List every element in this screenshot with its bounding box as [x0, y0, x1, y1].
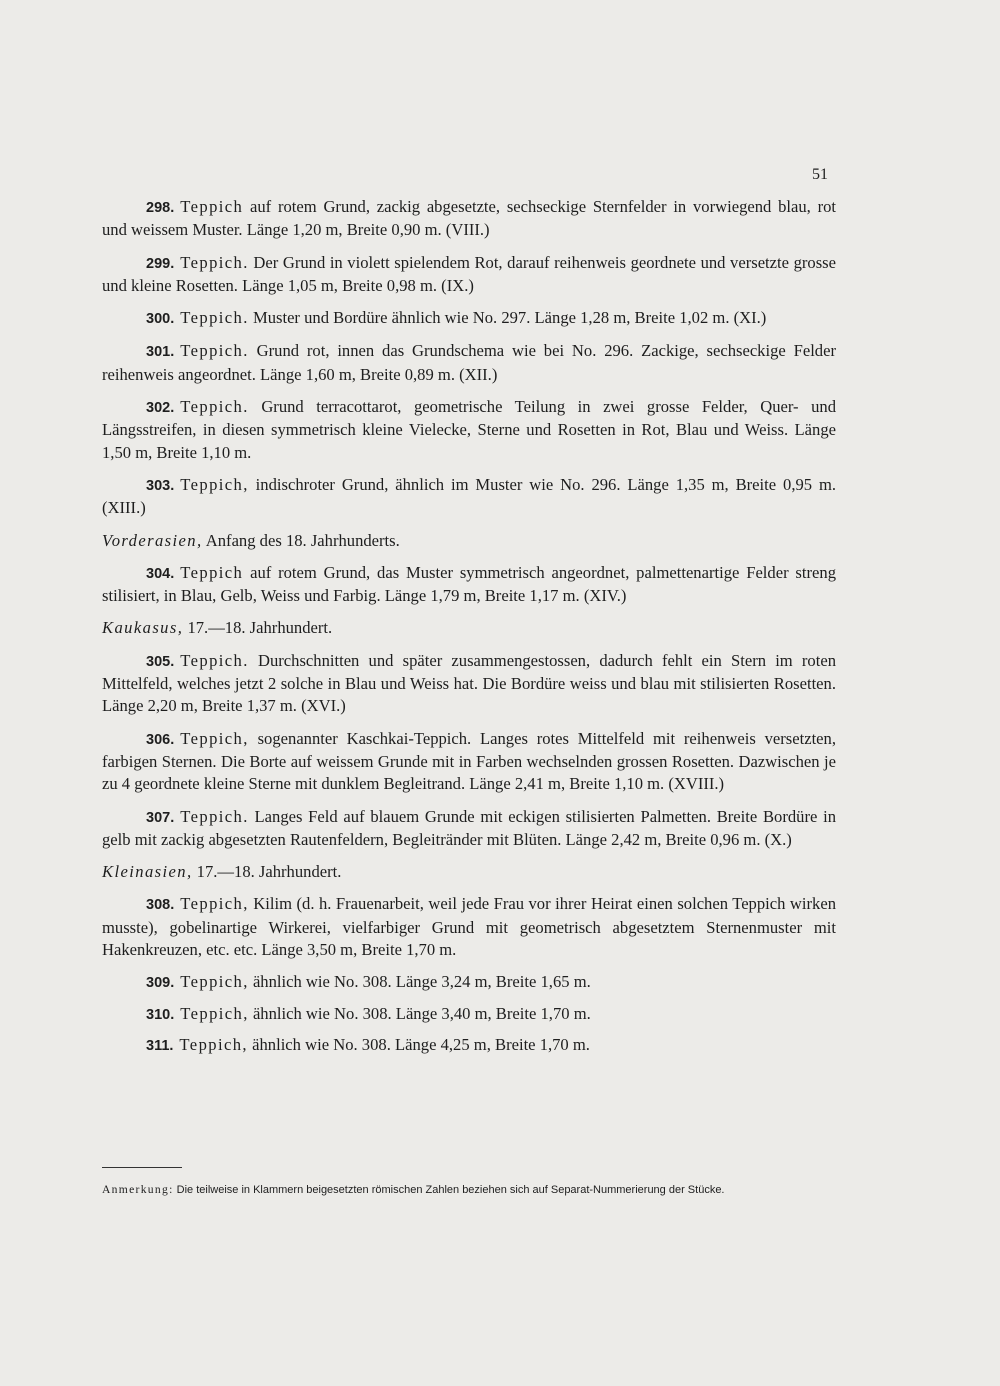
- entry-keyword: Teppich,: [180, 972, 249, 992]
- region-name: Kleinasien,: [102, 862, 193, 882]
- entries-group-2: [102, 562, 836, 608]
- section-heading-kaukasus: [102, 617, 836, 639]
- entry-keyword: Teppich,: [180, 474, 249, 494]
- entry-number: 305.: [146, 653, 175, 670]
- entry-number: 306.: [146, 731, 175, 748]
- entry-text: ähnlich wie No. 308. Länge 4,25 m, Breite 1,70 m.: [247, 1034, 590, 1054]
- entry-keyword: Teppich.: [180, 806, 249, 826]
- catalog-entry: [102, 806, 836, 852]
- entry-text: Grund rot, innen das Grundschema wie bei No. 296. Zackige, sechseckige Felder reihenweis angeordnet. Länge 1,60 m, Breite 0,89 m. (XII.): [102, 341, 836, 384]
- section-heading-kleinasien: [102, 861, 836, 883]
- catalog-entry: [102, 474, 836, 520]
- catalog-entry: [102, 562, 836, 608]
- section-heading-vorderasien: [102, 530, 836, 552]
- entry-number: 302.: [146, 400, 175, 417]
- catalog-entry: [102, 307, 836, 330]
- entry-text: sogenannter Kaschkai-Teppich. Langes rotes Mittelfeld mit reihenweis versetzten, farbigen Sternen. Die Borte auf weissem Grunde mit in Farben wechselnden grossen Rosetten. Dazwischen je zu 4 geordnete kleine Sterne mit dunklem Begleitrand. Länge 2,41 m, Breite 1,10 m. (XVIII.): [102, 728, 836, 794]
- entry-keyword: Teppich: [180, 562, 244, 582]
- catalog-entry: [102, 396, 836, 464]
- entry-number: 310.: [146, 1006, 175, 1023]
- period: Anfang des 18. Jahrhunderts.: [202, 530, 400, 550]
- entry-text: indischroter Grund, ähnlich im Muster wie No. 296. Länge 1,35 m, Breite 0,95 m. (XIII.): [102, 474, 836, 518]
- entry-keyword: Teppich.: [180, 252, 249, 272]
- entry-keyword: Teppich,: [180, 894, 249, 914]
- entry-number: 311.: [146, 1037, 174, 1054]
- footnote-rule: [102, 1167, 182, 1168]
- entry-text: Durchschnitten und später zusammengestossen, dadurch fehlt ein Stern im roten Mittelfeld, welches jetzt 2 solche in Blau und Weiss hat. Die Bordüre weiss und blau mit stilisierten Rosetten. Länge 2,20 m, Breite 1,37 m. (XVI.): [102, 650, 836, 716]
- entries-group-1: [102, 196, 836, 520]
- catalog-entry: [102, 340, 836, 386]
- entry-keyword: Teppich.: [180, 397, 249, 417]
- entry-number: 303.: [146, 477, 175, 494]
- catalog-entry: [102, 1034, 836, 1057]
- entry-number: 301.: [146, 344, 175, 361]
- entry-number: 309.: [146, 975, 175, 992]
- entry-number: 308.: [146, 897, 175, 914]
- catalog-entry: [102, 252, 836, 298]
- entry-text: Grund terracottarot, geometrische Teilung in zwei grosse Felder, Quer- und Längsstreifen, in diesen symmetrisch kleine Vielecke, Sterne und Rosetten in Rot, Blau und Weiss. Länge 1,50 m, Breite 1,10 m.: [102, 397, 836, 462]
- entries-group-3: [102, 650, 836, 851]
- entry-number: 298.: [146, 200, 175, 216]
- entry-keyword: Teppich,: [179, 1034, 248, 1054]
- footnote: [102, 1183, 862, 1196]
- catalog-entry: [102, 728, 836, 796]
- footnote-label: Anmerkung:: [102, 1183, 174, 1196]
- entry-keyword: Teppich.: [180, 341, 249, 361]
- catalog-entry: [102, 971, 836, 994]
- entry-text: auf rotem Grund, zackig abgesetzte, sechseckige Sternfelder in vorwiegend blau, rot und weissem Muster. Länge 1,20 m, Breite 0,90 m. (VIII.): [102, 197, 836, 240]
- entry-number: 299.: [146, 255, 175, 272]
- region-name: Kaukasus,: [102, 618, 184, 638]
- catalog-content: [102, 196, 836, 1065]
- entry-text: Muster und Bordüre ähnlich wie No. 297. Länge 1,28 m, Breite 1,02 m. (XI.): [248, 308, 767, 328]
- entry-text: Der Grund in violett spielendem Rot, darauf reihenweis geordnete und versetzte grosse und kleine Rosetten. Länge 1,05 m, Breite 0,98 m. (IX.): [102, 252, 836, 295]
- catalog-entry: [102, 650, 836, 718]
- entry-number: 304.: [146, 565, 175, 582]
- entry-text: Langes Feld auf blauem Grunde mit eckigen stilisierten Palmetten. Breite Bordüre in gelb mit zackig abgesetzten Rautenfeldern, Begleitränder mit Blüten. Länge 2,42 m, Breite 0,96 m. (X.): [102, 806, 836, 849]
- catalog-entry: [102, 1003, 836, 1026]
- entry-text: auf rotem Grund, das Muster symmetrisch angeordnet, palmettenartige Felder streng stilisiert, in Blau, Gelb, Weiss und Farbig. Länge 1,79 m, Breite 1,17 m. (XIV.): [102, 562, 836, 606]
- region-name: Vorderasien,: [102, 530, 203, 550]
- entry-text: ähnlich wie No. 308. Länge 3,24 m, Breite 1,65 m.: [248, 972, 591, 992]
- entry-text: Kilim (d. h. Frauenarbeit, weil jede Frau vor ihrer Heirat einen solchen Teppich wirken musste), gobelinartige Wirkerei, vielfarbiger Grund mit geometrisch abgesetztem Sternenmuster mit Hakenkreuzen, etc. etc. Länge 3,50 m, Breite 1,70 m.: [102, 894, 836, 960]
- entry-keyword: Teppich,: [180, 728, 249, 748]
- catalog-entry: [102, 893, 836, 961]
- catalog-entry: [102, 196, 836, 242]
- entry-keyword: Teppich.: [180, 308, 249, 328]
- entry-text: ähnlich wie No. 308. Länge 3,40 m, Breite 1,70 m.: [248, 1003, 591, 1023]
- entries-group-4: [102, 893, 836, 1057]
- entry-keyword: Teppich,: [180, 1003, 249, 1023]
- footnote-text: Die teilweise in Klammern beigesetzten römischen Zahlen beziehen sich auf Separat-Nummerierung der Stücke.: [173, 1184, 725, 1196]
- entry-keyword: Teppich: [180, 197, 244, 216]
- entry-number: 300.: [146, 311, 175, 328]
- page-number: 51: [812, 166, 828, 183]
- period: 17.—18. Jahrhundert.: [183, 618, 333, 638]
- period: 17.—18. Jahrhundert.: [192, 862, 342, 882]
- entry-keyword: Teppich.: [180, 650, 249, 670]
- entry-number: 307.: [146, 809, 175, 826]
